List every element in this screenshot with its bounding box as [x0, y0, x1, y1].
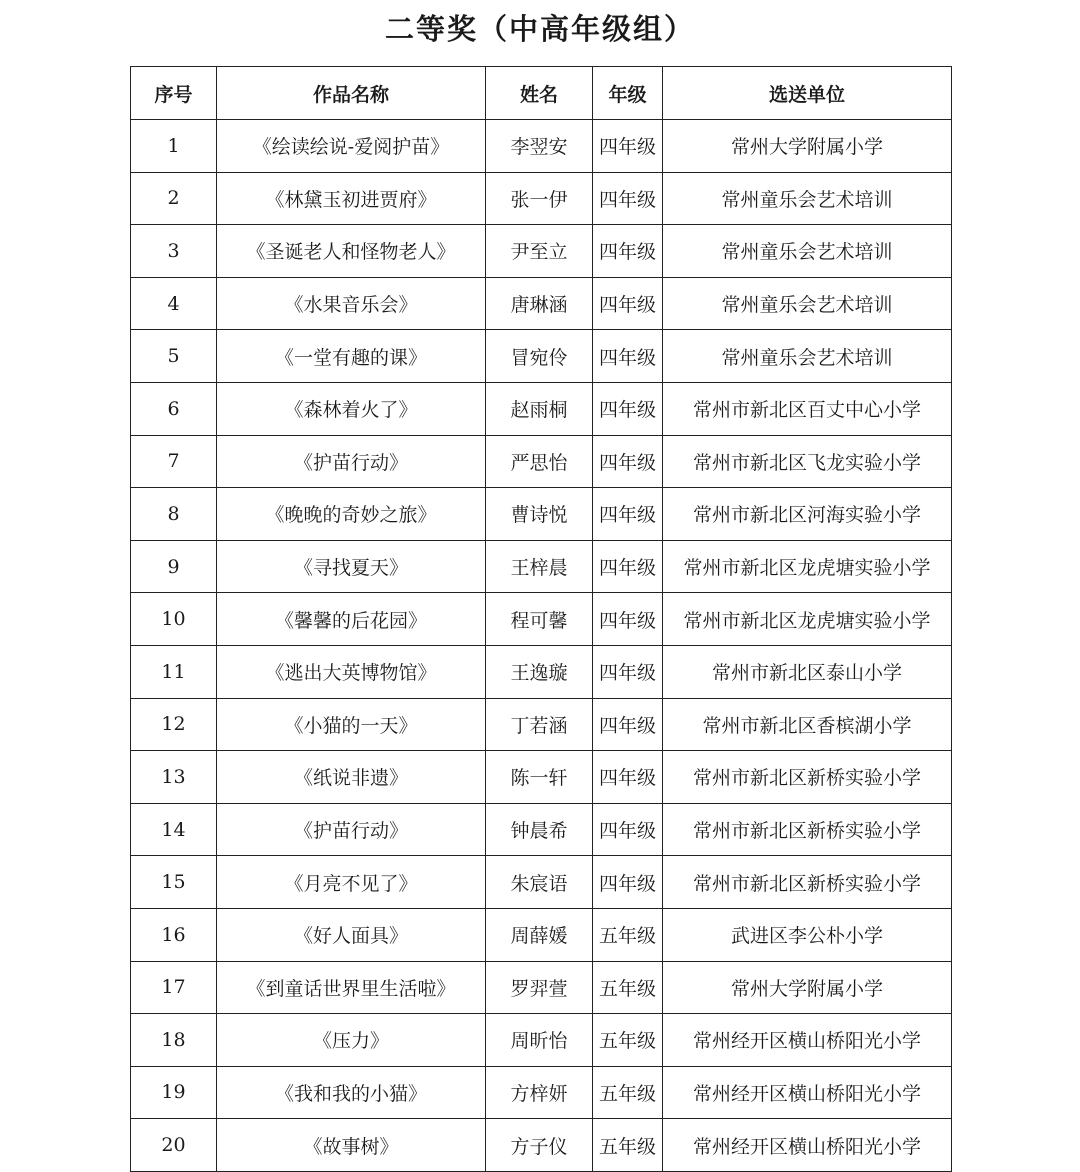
cell-name: 冒宛伶	[486, 330, 593, 383]
cell-unit: 常州市新北区河海实验小学	[663, 488, 952, 541]
table-row	[131, 961, 952, 1014]
cell-num: 2	[131, 172, 217, 225]
cell-num: 4	[131, 277, 217, 330]
cell-unit: 常州经开区横山桥阳光小学	[663, 1066, 952, 1119]
cell-work: 《月亮不见了》	[217, 856, 486, 909]
cell-work: 《纸说非遗》	[217, 751, 486, 804]
cell-unit: 常州市新北区新桥实验小学	[663, 856, 952, 909]
cell-name: 陈一轩	[486, 751, 593, 804]
table-row	[131, 540, 952, 593]
cell-unit: 常州市新北区龙虎塘实验小学	[663, 540, 952, 593]
cell-work: 《护苗行动》	[217, 435, 486, 488]
cell-num: 18	[131, 1014, 217, 1067]
cell-unit: 常州市新北区新桥实验小学	[663, 751, 952, 804]
cell-name: 唐琳涵	[486, 277, 593, 330]
table-row	[131, 120, 952, 173]
cell-unit: 常州童乐会艺术培训	[663, 330, 952, 383]
cell-num: 7	[131, 435, 217, 488]
cell-name: 严思怡	[486, 435, 593, 488]
cell-unit: 常州市新北区百丈中心小学	[663, 382, 952, 435]
table-row	[131, 856, 952, 909]
cell-unit: 常州童乐会艺术培训	[663, 225, 952, 278]
cell-name: 罗羿萱	[486, 961, 593, 1014]
cell-name: 朱宸语	[486, 856, 593, 909]
cell-unit: 常州市新北区飞龙实验小学	[663, 435, 952, 488]
cell-grade: 五年级	[593, 961, 663, 1014]
cell-unit: 常州大学附属小学	[663, 120, 952, 173]
header-work: 作品名称	[217, 67, 486, 120]
cell-grade: 四年级	[593, 225, 663, 278]
table-row	[131, 751, 952, 804]
cell-grade: 四年级	[593, 172, 663, 225]
cell-unit: 武进区李公朴小学	[663, 908, 952, 961]
table-header-row	[131, 67, 952, 120]
cell-grade: 四年级	[593, 488, 663, 541]
cell-name: 周昕怡	[486, 1014, 593, 1067]
table-row	[131, 435, 952, 488]
cell-num: 15	[131, 856, 217, 909]
cell-num: 5	[131, 330, 217, 383]
cell-grade: 四年级	[593, 330, 663, 383]
cell-work: 《馨馨的后花园》	[217, 593, 486, 646]
cell-grade: 五年级	[593, 1066, 663, 1119]
cell-work: 《圣诞老人和怪物老人》	[217, 225, 486, 278]
cell-num: 10	[131, 593, 217, 646]
cell-grade: 四年级	[593, 120, 663, 173]
cell-grade: 四年级	[593, 803, 663, 856]
cell-name: 张一伊	[486, 172, 593, 225]
cell-grade: 五年级	[593, 1014, 663, 1067]
cell-work: 《护苗行动》	[217, 803, 486, 856]
table-row	[131, 1119, 952, 1172]
header-unit: 选送单位	[663, 67, 952, 120]
cell-num: 13	[131, 751, 217, 804]
cell-work: 《森林着火了》	[217, 382, 486, 435]
table-row	[131, 1014, 952, 1067]
cell-grade: 四年级	[593, 856, 663, 909]
cell-unit: 常州经开区横山桥阳光小学	[663, 1119, 952, 1172]
cell-grade: 四年级	[593, 277, 663, 330]
cell-unit: 常州大学附属小学	[663, 961, 952, 1014]
cell-work: 《逃出大英博物馆》	[217, 645, 486, 698]
table-row	[131, 225, 952, 278]
cell-work: 《林黛玉初进贾府》	[217, 172, 486, 225]
cell-grade: 五年级	[593, 1119, 663, 1172]
cell-unit: 常州市新北区香槟湖小学	[663, 698, 952, 751]
cell-work: 《寻找夏天》	[217, 540, 486, 593]
table-row	[131, 803, 952, 856]
cell-name: 方梓妍	[486, 1066, 593, 1119]
cell-work: 《好人面具》	[217, 908, 486, 961]
cell-name: 周薛媛	[486, 908, 593, 961]
award-table	[130, 66, 952, 1172]
cell-work: 《压力》	[217, 1014, 486, 1067]
cell-name: 尹至立	[486, 225, 593, 278]
cell-work: 《晚晚的奇妙之旅》	[217, 488, 486, 541]
cell-num: 20	[131, 1119, 217, 1172]
table-row	[131, 382, 952, 435]
cell-num: 6	[131, 382, 217, 435]
cell-num: 11	[131, 645, 217, 698]
table-body	[131, 120, 952, 1172]
cell-num: 14	[131, 803, 217, 856]
cell-name: 丁若涵	[486, 698, 593, 751]
cell-grade: 四年级	[593, 698, 663, 751]
cell-grade: 四年级	[593, 645, 663, 698]
cell-num: 1	[131, 120, 217, 173]
table-row	[131, 488, 952, 541]
cell-grade: 四年级	[593, 540, 663, 593]
table-row	[131, 908, 952, 961]
table-row	[131, 330, 952, 383]
cell-work: 《我和我的小猫》	[217, 1066, 486, 1119]
cell-work: 《小猫的一天》	[217, 698, 486, 751]
cell-num: 8	[131, 488, 217, 541]
header-grade: 年级	[593, 67, 663, 120]
cell-grade: 四年级	[593, 593, 663, 646]
cell-work: 《绘读绘说-爱阅护苗》	[217, 120, 486, 173]
header-name: 姓名	[486, 67, 593, 120]
table-row	[131, 593, 952, 646]
cell-work: 《一堂有趣的课》	[217, 330, 486, 383]
cell-name: 赵雨桐	[486, 382, 593, 435]
cell-work: 《到童话世界里生活啦》	[217, 961, 486, 1014]
cell-grade: 四年级	[593, 382, 663, 435]
header-num: 序号	[131, 67, 217, 120]
table-row	[131, 172, 952, 225]
table-row	[131, 277, 952, 330]
table-row	[131, 645, 952, 698]
cell-grade: 四年级	[593, 435, 663, 488]
cell-num: 17	[131, 961, 217, 1014]
cell-grade: 四年级	[593, 751, 663, 804]
table-row	[131, 1066, 952, 1119]
cell-name: 王梓晨	[486, 540, 593, 593]
cell-grade: 五年级	[593, 908, 663, 961]
cell-name: 曹诗悦	[486, 488, 593, 541]
cell-unit: 常州童乐会艺术培训	[663, 277, 952, 330]
cell-work: 《水果音乐会》	[217, 277, 486, 330]
page-title: 二等奖（中高年级组）	[384, 12, 695, 46]
cell-unit: 常州市新北区新桥实验小学	[663, 803, 952, 856]
cell-num: 16	[131, 908, 217, 961]
cell-num: 19	[131, 1066, 217, 1119]
cell-name: 方子仪	[486, 1119, 593, 1172]
cell-num: 12	[131, 698, 217, 751]
cell-num: 9	[131, 540, 217, 593]
cell-unit: 常州经开区横山桥阳光小学	[663, 1014, 952, 1067]
cell-name: 李翌安	[486, 120, 593, 173]
cell-name: 钟晨希	[486, 803, 593, 856]
cell-name: 王逸璇	[486, 645, 593, 698]
cell-unit: 常州市新北区龙虎塘实验小学	[663, 593, 952, 646]
cell-unit: 常州市新北区泰山小学	[663, 645, 952, 698]
cell-work: 《故事树》	[217, 1119, 486, 1172]
cell-unit: 常州童乐会艺术培训	[663, 172, 952, 225]
cell-name: 程可馨	[486, 593, 593, 646]
cell-num: 3	[131, 225, 217, 278]
table-row	[131, 698, 952, 751]
